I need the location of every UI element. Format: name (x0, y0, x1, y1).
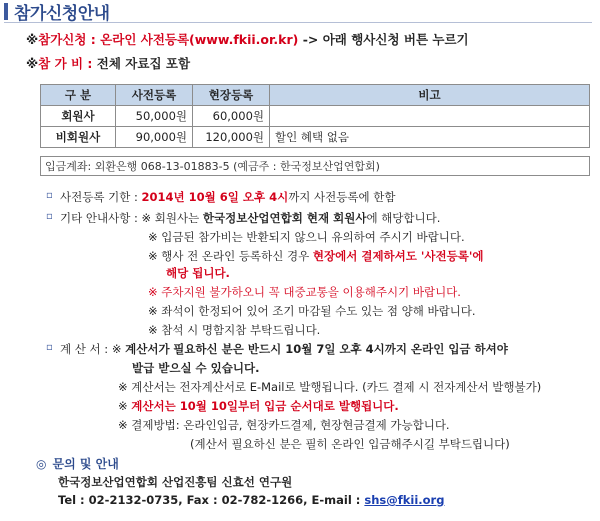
row-pre: 90,000원 (116, 127, 193, 148)
notice-mark: ※ (26, 56, 39, 71)
invoice-line-4 (118, 398, 399, 414)
invoice-line-1 (60, 341, 508, 357)
registration-deadline (60, 189, 395, 205)
bullet-icon: ▫ (46, 342, 53, 353)
bank-account: 입금계좌: 외환은행 068-13-01883-5 (예금주 : 한국정보산업연합회) (40, 156, 590, 176)
invoice-line-5: ※ 결제방법: 온라인입금, 현장카드결제, 현장현금결제 가능합니다. (118, 418, 450, 432)
row-memo (270, 106, 590, 127)
bullet-icon: ▫ (46, 211, 53, 222)
other-info-member: 한국정보산업연합회 현재 회원사 (202, 211, 367, 225)
deadline-suffix: 까지 사전등록에 한함 (288, 190, 396, 204)
table-row (41, 127, 590, 148)
row-label: 회원사 (41, 106, 116, 127)
invoice-label: 계 산 서 : ※ (60, 342, 122, 356)
table-row (41, 106, 590, 127)
title-marker (4, 3, 8, 20)
page-title: 참가신청안내 (14, 3, 110, 24)
page-title-row (4, 0, 110, 22)
deadline-date: 2014년 10월 6일 오후 4시 (141, 190, 289, 204)
other-info-line-6: ※ 좌석이 한정되어 있어 조기 마감될 수도 있는 점 양해 바랍니다. (148, 304, 476, 318)
fee-table (40, 84, 590, 148)
notice-key: 참가신청 : (38, 32, 96, 47)
other-info-line-7: ※ 참석 시 명함지참 부탁드립니다. (148, 323, 321, 337)
invoice-deadline: 필요하신 분은 반드시 10월 7일 오후 4시까지 온라인 입금 하셔야 (173, 342, 508, 356)
other-info-text: 회원사는 (154, 211, 200, 225)
invoice-line-3: ※ 계산서는 전자계산서로 E-Mail로 발행됩니다. (카드 결제 시 전자계산서 발행불가) (118, 380, 542, 394)
invoice-text: 계산서가 (125, 342, 170, 356)
notice-mark: ※ (26, 32, 39, 47)
notice-rest: 전체 자료집 포함 (96, 56, 191, 71)
contact-phone-line (58, 493, 444, 507)
other-info-label: 기타 안내사항 : ※ (60, 211, 152, 225)
other-info-text: ※ 행사 전 온라인 등록하신 경우 (148, 249, 310, 263)
title-divider (4, 22, 592, 23)
header-category: 구 분 (41, 85, 116, 106)
other-info-line-3 (148, 248, 483, 264)
contact-email-link[interactable]: shs@fkii.org (364, 493, 445, 507)
row-onsite: 120,000원 (193, 127, 270, 148)
circle-bullet-icon: ◎ (36, 457, 47, 471)
contact-title-text: 문의 및 안내 (52, 457, 119, 471)
header-memo: 비고 (270, 85, 590, 106)
row-memo: 할인 혜택 없음 (270, 127, 590, 148)
table-header-row (41, 85, 590, 106)
row-pre: 50,000원 (116, 106, 193, 127)
other-info-text: 에 해당합니다. (366, 211, 441, 225)
notice-key: 참 가 비 : (38, 56, 93, 71)
contact-org: 한국정보산업연합회 산업진흥팀 신효선 연구원 (58, 475, 293, 489)
notice-registration (26, 30, 469, 48)
invoice-issue-date: 계산서는 10월 10일부터 입금 순서대로 발행됩니다. (131, 399, 399, 413)
header-pre: 사전등록 (116, 85, 193, 106)
deadline-label: 사전등록 기한 : (60, 190, 138, 204)
other-info-red: 현장에서 결제하셔도 '사전등록'에 (312, 249, 484, 263)
invoice-line-6: (계산서 필요하신 분은 필히 온라인 입금해주시길 부탁드립니다) (190, 437, 510, 451)
registration-site-text: 온라인 사전등록(www.fkii.or.kr) (100, 32, 299, 47)
other-info-line-5: ※ 주차지원 불가하오니 꼭 대중교통을 이용해주시기 바랍니다. (148, 285, 461, 299)
header-onsite: 현장등록 (193, 85, 270, 106)
other-info-line-4: 해당 됩니다. (166, 266, 230, 280)
contact-phone: Tel : 02-2132-0735, Fax : 02-782-1266, E-mail : (58, 493, 365, 507)
contact-title (36, 455, 119, 472)
bullet-icon: ▫ (46, 190, 53, 201)
other-info-line-1 (60, 210, 440, 226)
notice-rest: -> 아래 행사신청 버튼 누르기 (302, 32, 469, 47)
invoice-line-2: 발급 받으실 수 있습니다. (132, 361, 260, 375)
other-info-line-2: ※ 입금된 참가비는 반환되지 않으니 유의하여 주시기 바랍니다. (148, 230, 465, 244)
notice-fee (26, 54, 190, 72)
row-label: 비회원사 (41, 127, 116, 148)
invoice-mark: ※ (118, 399, 128, 413)
row-onsite: 60,000원 (193, 106, 270, 127)
